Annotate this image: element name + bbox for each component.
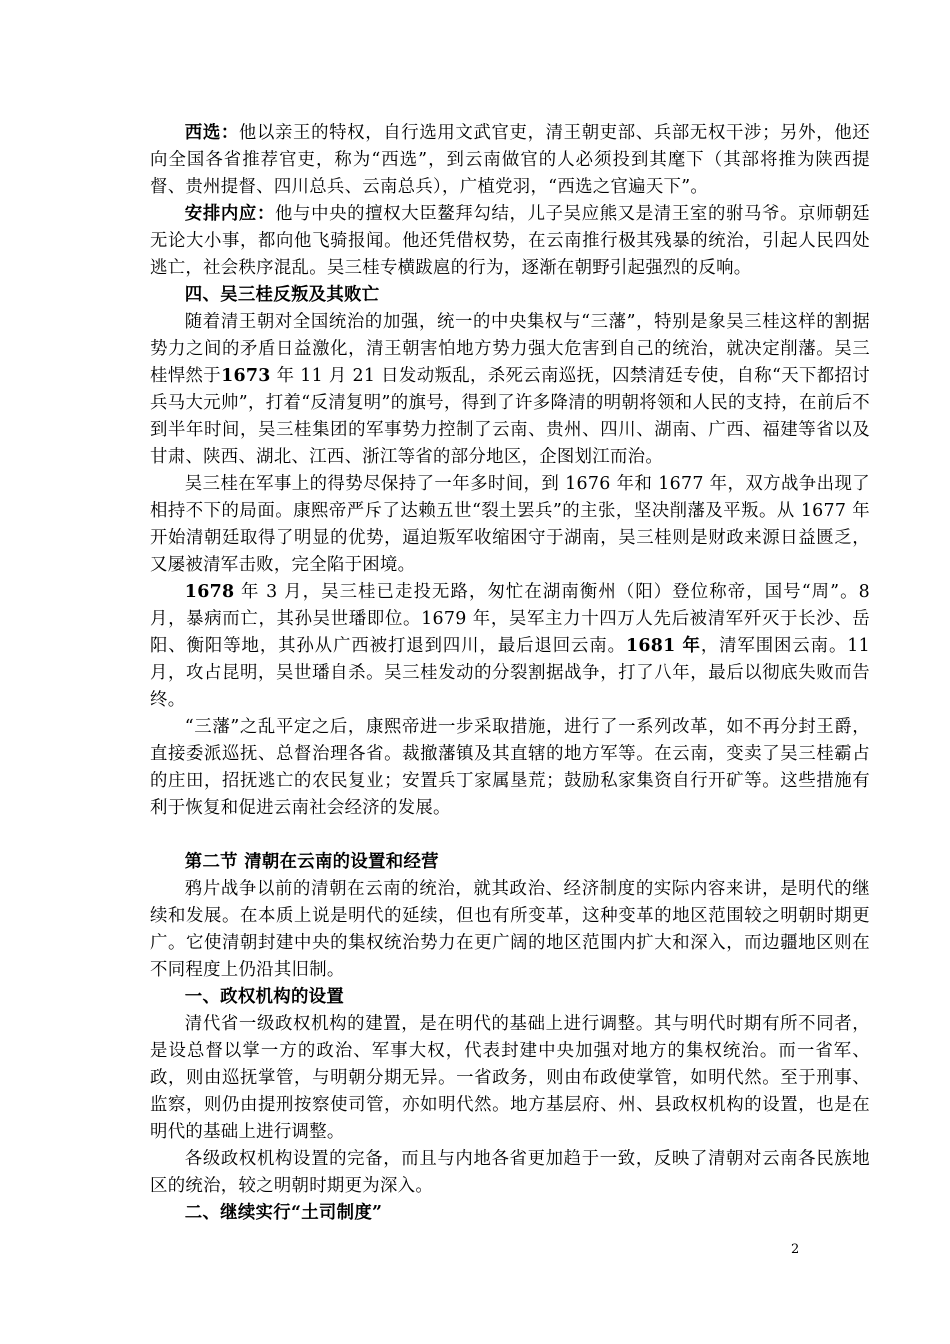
paragraph-text: 他与中央的擅权大臣鳌拜勾结，儿子吴应熊又是清王室的驸马爷。京师朝廷无论大小事，都向他飞骑报闻。他还凭借权势，在云南推行极其残暴的统治，引起人民四处逃亡，社会秩序混乱。吴三桂专横跋扈的行为，逐渐在朝野引起强烈的反响。 <box>150 204 870 278</box>
paragraph-text: 他以亲王的特权，自行选用文武官吏，清王朝吏部、兵部无权干涉；另外，他还向全国各省推荐官吏，称为“西选”，到云南做官的人必须投到其麾下（其部将推为陕西提督、贵州提督、四川总兵、云南总兵），广植党羽，“西选之官遍天下”。 <box>150 123 870 197</box>
paragraph-anpai-neiying <box>150 201 870 282</box>
paragraph-stalemate: 吴三桂在军事上的得势尽保持了一年多时间，到 1676 年和 1677 年，双方战争出现了相持不下的局面。康熙帝严斥了达赖五世“裂土罢兵”的主张，坚决削藩及平叛。从 1677 年开始清朝廷取得了明显的优势，逼迫叛军收缩困守于湖南，吴三桂则是财政来源日益匮乏，又屡被清军击败，完全陷于困境。 <box>150 474 870 575</box>
section-heading-2: 二、继续实行“土司制度” <box>184 1203 383 1223</box>
paragraph-qing-rule: 鸦片战争以前的清朝在云南的统治，就其政治、经济制度的实际内容来讲，是明代的继续和发展。在本质上说是明代的延续，但也有所变革，这种变革的地区范围较之明朝时期更广。它使清朝封建中央的集权统治势力在更广阔的地区范围内扩大和深入，而边疆地区则在不同程度上仍沿其旧制。 <box>150 879 870 980</box>
paragraph-reforms: “三藩”之乱平定之后，康熙帝进一步采取措施，进行了一系列改革，如不再分封王爵，直接委派巡抚、总督治理各省。裁撤藩镇及其直辖的地方军等。在云南，变卖了吴三桂霸占的庄田，招抚逃亡的农民复业；安置兵丁家属垦荒；鼓励私家集资自行开矿等。这些措施有利于恢复和促进云南社会经济的发展。 <box>150 717 870 818</box>
year-1678: 1678 <box>184 582 235 602</box>
chapter-section-heading: 第二节 清朝在云南的设置和经营 <box>184 852 439 872</box>
paragraph-defeat <box>150 579 870 714</box>
blank-line <box>150 822 870 849</box>
page-number: 2 <box>791 1242 800 1257</box>
paragraph-xixuan <box>150 120 870 201</box>
paragraph-text: 年 3 月，吴三桂已走投无路，匆忙在湖南衡州（阳）登位称帝，国号“周”。8 月，暴病而亡，其孙吴世璠即位。1679 年，吴军主力十四万人先后被清军歼灭于长沙、岳阳、衡阳等地，其孙从广西被打退到四川，最后退回云南。 <box>150 582 870 656</box>
paragraph-text: ，清军围困云南。11 月，攻占昆明，吴世璠自杀。吴三桂发动的分裂割据战争，打了八年，最后以彻底失败而告终。 <box>150 636 870 710</box>
section-heading-1: 一、政权机构的设置 <box>184 987 345 1007</box>
year-1673: 1673 <box>221 366 271 386</box>
paragraph-institutions: 清代省一级政权机构的建置，是在明代的基础上进行调整。其与明代时期有所不同者，是设总督以掌一方的政治、军事大权，代表封建中央加强对地方的集权统治。而一省军、政，则由巡抚掌管，与明朝分期无异。一省政务，则由布政使掌管，如明代然。至于刑事、监察，则仍由提刑按察使司管，亦如明代然。地方基层府、州、县政权机构的设置，也是在明代的基础上进行调整。 <box>150 1014 870 1142</box>
paragraph-text: 随着清王朝对全国统治的加强，统一的中央集权与“三藩”，特别是象吴三桂这样的割据势力之间的矛盾日益激化，清王朝害怕地方势力强大危害到自己的统治，就决定削藩。吴三桂悍然于 <box>150 312 870 386</box>
paragraph-rebellion <box>150 309 870 471</box>
document-body <box>150 120 870 1227</box>
paragraph-lead: 西选： <box>184 123 239 143</box>
paragraph-text: 年 11 月 21 日发动叛乱，杀死云南巡抚，囚禁清廷专使，自称“天下都招讨兵马大元帅”，打着“反清复明”的旗号，得到了许多降清的明朝将领和人民的支持，在前后不到半年时间，吴三桂集团的军事势力控制了云南、贵州、四川、湖南、广西、福建等省以及甘肃、陕西、湖北、江西、浙江等省的部分地区，企图划江而治。 <box>150 366 870 467</box>
year-1681: 1681 年 <box>625 636 701 656</box>
paragraph-lead: 安排内应： <box>184 204 275 224</box>
section-heading-4: 四、吴三桂反叛及其败亡 <box>184 285 380 305</box>
paragraph-completeness: 各级政权机构设置的完备，而且与内地各省更加趋于一致，反映了清朝对云南各民族地区的统治，较之明朝时期更为深入。 <box>150 1149 870 1196</box>
